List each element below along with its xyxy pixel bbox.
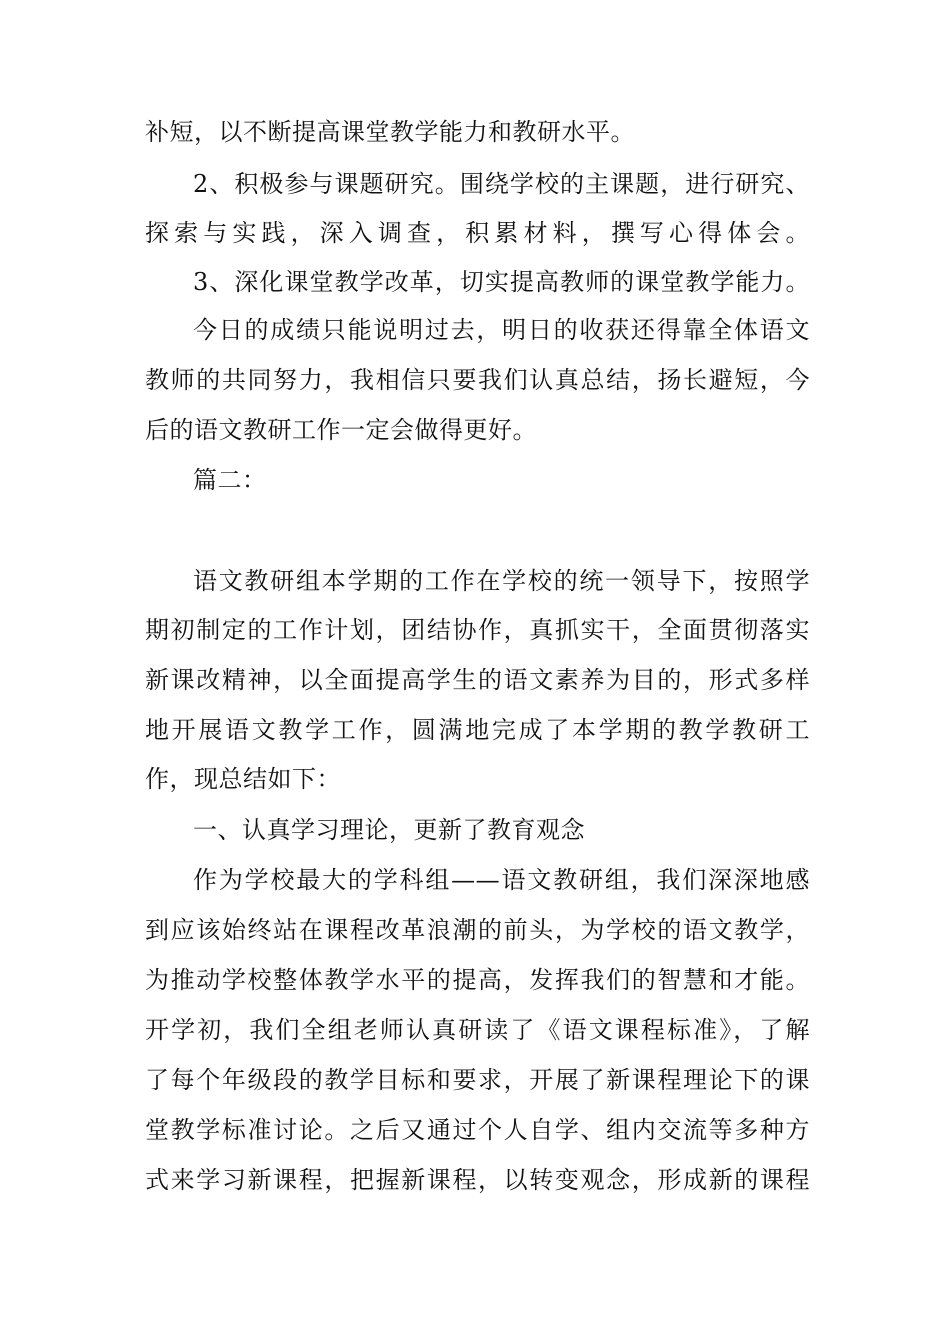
text-line: 语文教研组本学期的工作在学校的统一领导下，按照学	[193, 567, 810, 595]
text-line: 今日的成绩只能说明过去，明日的收获还得靠全体语文	[193, 316, 810, 344]
text-line: 教师的共同努力，我相信只要我们认真总结，扬长避短，今	[145, 366, 810, 394]
section-heading: 篇二：	[193, 466, 267, 494]
text-line: 期初制定的工作计划，团结协作，真抓实干，全面贯彻落实	[145, 616, 810, 644]
text-line: 开学初，我们全组老师认真研读了《语文课程标准》，了解	[145, 1016, 810, 1044]
text-line: 新课改精神，以全面提高学生的语文素养为目的，形式多样	[145, 666, 810, 694]
text-line: 作为学校最大的学科组——语文教研组，我们深深地感	[193, 866, 810, 894]
text-line: 探索与实践，深入调查，积累材料，撰写心得体会。	[145, 219, 810, 247]
text-line: 作，现总结如下：	[145, 765, 341, 793]
text-line: 补短，以不断提高课堂教学能力和教研水平。	[145, 118, 635, 146]
text-line: 式来学习新课程，把握新课程，以转变观念，形成新的课程	[145, 1166, 810, 1194]
subsection-heading: 一、认真学习理论，更新了教育观念	[193, 816, 585, 844]
text-line: 了每个年级段的教学目标和要求，开展了新课程理论下的课	[145, 1066, 810, 1094]
text-line: 为推动学校整体教学水平的提高，发挥我们的智慧和才能。	[145, 966, 810, 994]
text-line: 2、积极参与课题研究。围绕学校的主课题，进行研究、	[193, 170, 810, 198]
text-line: 后的语文教研工作一定会做得更好。	[145, 416, 537, 444]
text-line: 3、深化课堂教学改革，切实提高教师的课堂教学能力。	[193, 268, 810, 296]
text-line: 堂教学标准讨论。之后又通过个人自学、组内交流等多种方	[145, 1116, 810, 1144]
text-line: 到应该始终站在课程改革浪潮的前头，为学校的语文教学，	[145, 916, 810, 944]
text-line: 地开展语文教学工作，圆满地完成了本学期的教学教研工	[145, 716, 810, 744]
